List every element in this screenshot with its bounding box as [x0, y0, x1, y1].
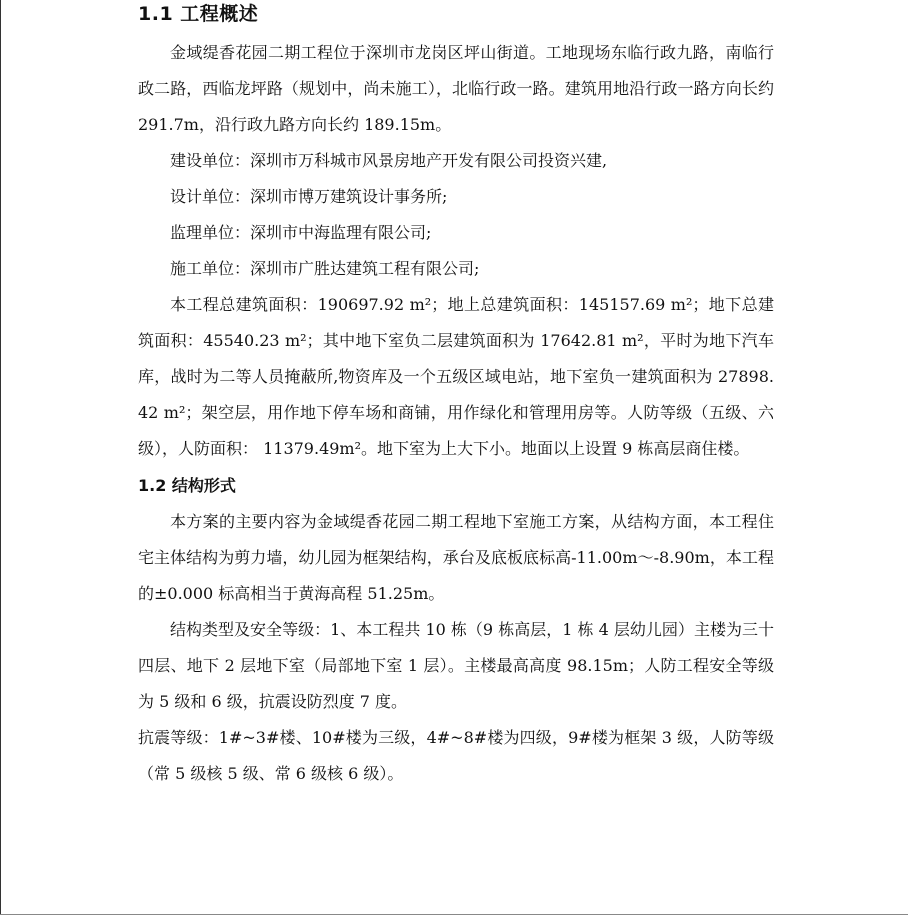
paragraph-seismic-level: 抗震等级：1#~3#楼、10#楼为三级，4#~8#楼为四级，9#楼为框架 3 级，人防等级（常 5 级核 5 级、常 6 级核 6 级）。 — [138, 728, 774, 783]
paragraph-project-location: 金域缇香花园二期工程位于深圳市龙岗区坪山街道。工地现场东临行政九路，南临行政二路，西临龙坪路（规划中，尚未施工），北临行政一路。建筑用地沿行政一路方向长约 291.7m，沿行政九路方向长约 189.15m。 — [138, 43, 774, 134]
paragraph-structure-scheme: 本方案的主要内容为金域缇香花园二期工程地下室施工方案，从结构方面，本工程住宅主体结构为剪力墙，幼儿园为框架结构，承台及底板底标高-11.00m～-8.90m，本工程的±0.000 标高相当于黄海高程 51.25m。 — [138, 512, 774, 603]
paragraph-structure-safety-level: 结构类型及安全等级：1、本工程共 10 栋（9 栋高层，1 栋 4 层幼儿园）主楼为三十四层、地下 2 层地下室（局部地下室 1 层）。主楼最高高度 98.15m；人防工程安全等级为 5 级和 6 级，抗震设防烈度 7 度。 — [138, 620, 774, 711]
section-heading-1-2: 1.2 结构形式 — [138, 476, 236, 495]
page-left-border — [0, 0, 1, 915]
paragraph-construction-unit: 建设单位：深圳市万科城市风景房地产开发有限公司投资兴建, — [170, 151, 608, 170]
paragraph-building-area: 本工程总建筑面积：190697.92 m²；地上总建筑面积：145157.69 m²；地下总建筑面积：45540.23 m²；其中地下室负二层建筑面积为 17642.81 m²，平时为地下汽车库，战时为二等人员掩蔽所,物资库及一个五级区域电站，地下室负一建筑面积为 27898.42 m²；架空层，用作地下停车场和商铺，用作绿化和管理用房等。人防等级（五级、六级），人防面积： 11379.49m²。地下室为上大下小。地面以上设置 9 栋高层商住楼。 — [138, 295, 774, 458]
document-page — [138, 0, 774, 792]
paragraph-design-unit: 设计单位：深圳市博万建筑设计事务所; — [170, 187, 448, 206]
paragraph-contractor-unit: 施工单位：深圳市广胜达建筑工程有限公司; — [170, 259, 480, 278]
section-heading-1-1: 1.1 工程概述 — [138, 3, 259, 25]
paragraph-supervision-unit: 监理单位：深圳市中海监理有限公司; — [170, 223, 432, 242]
